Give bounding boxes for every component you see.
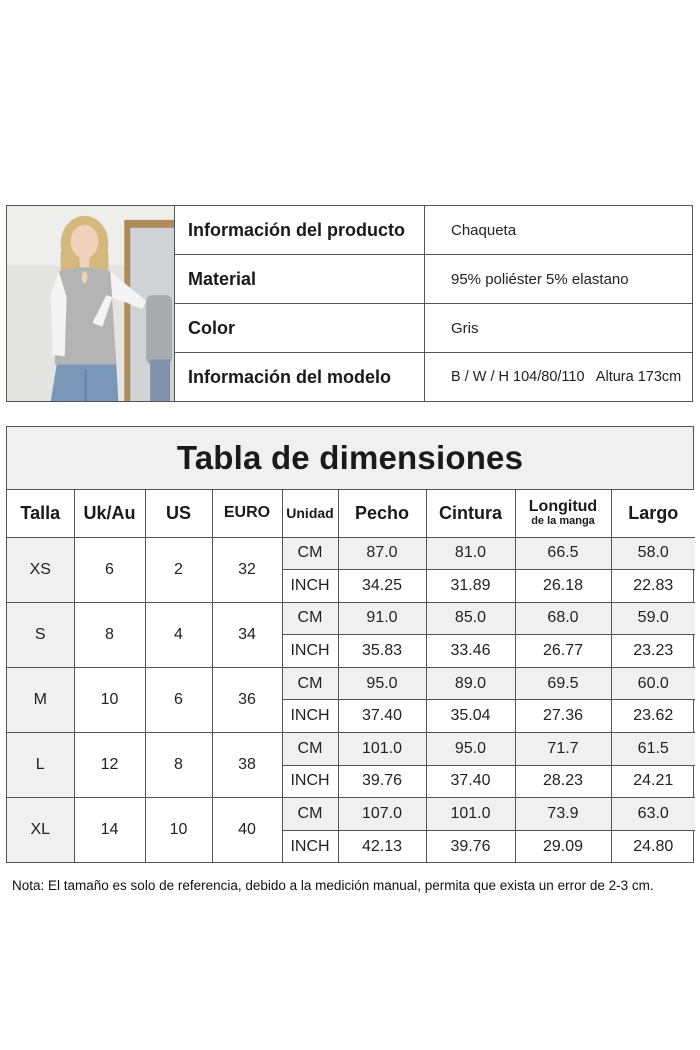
manga-value: 28.23	[515, 765, 611, 798]
cintura-value: 37.40	[426, 765, 515, 798]
manga-value: 71.7	[515, 733, 611, 766]
cintura-value: 95.0	[426, 733, 515, 766]
size-row-cm	[7, 798, 695, 831]
largo-value: 23.62	[611, 700, 695, 733]
header-euro: EURO	[212, 490, 282, 537]
header-largo: Largo	[611, 490, 695, 537]
size-euro: 36	[212, 667, 282, 732]
header-cintura: Cintura	[426, 490, 515, 537]
size-us: 8	[145, 733, 212, 798]
cintura-value: 81.0	[426, 537, 515, 570]
size-chart-body	[7, 537, 695, 863]
header-longitud-line1: Longitud	[528, 497, 598, 515]
unit-cell: CM	[282, 602, 338, 635]
largo-value: 58.0	[611, 537, 695, 570]
manga-value: 66.5	[515, 537, 611, 570]
unit-cell: INCH	[282, 700, 338, 733]
header-row	[7, 490, 695, 537]
measurement-note: Nota: El tamaño es solo de referencia, debido a la medición manual, permita que exista un error de 2-3 cm.	[12, 878, 654, 893]
info-value: Chaqueta	[451, 221, 517, 239]
pecho-value: 87.0	[338, 537, 426, 570]
size-row-cm	[7, 602, 695, 635]
header-pecho: Pecho	[338, 490, 426, 537]
largo-value: 59.0	[611, 602, 695, 635]
product-info-block	[6, 205, 693, 402]
cintura-value: 89.0	[426, 667, 515, 700]
unit-cell: CM	[282, 667, 338, 700]
model-photo	[7, 206, 175, 401]
size-euro: 40	[212, 798, 282, 863]
cintura-value: 39.76	[426, 830, 515, 863]
unit-cell: CM	[282, 798, 338, 831]
pecho-value: 95.0	[338, 667, 426, 700]
size-label: L	[7, 733, 74, 798]
manga-value: 68.0	[515, 602, 611, 635]
size-ukau: 6	[74, 537, 145, 602]
largo-value: 63.0	[611, 798, 695, 831]
size-label: XS	[7, 537, 74, 602]
header-longitud-line2: de la manga	[531, 514, 595, 527]
product-info-table	[175, 206, 692, 401]
size-us: 2	[145, 537, 212, 602]
header-unidad: Unidad	[282, 490, 338, 537]
size-row-cm	[7, 537, 695, 570]
manga-value: 26.77	[515, 635, 611, 668]
size-chart	[6, 426, 694, 863]
manga-value: 73.9	[515, 798, 611, 831]
size-us: 6	[145, 667, 212, 732]
pecho-value: 91.0	[338, 602, 426, 635]
size-ukau: 10	[74, 667, 145, 732]
cintura-value: 101.0	[426, 798, 515, 831]
size-euro: 34	[212, 602, 282, 667]
size-ukau: 14	[74, 798, 145, 863]
cintura-value: 35.04	[426, 700, 515, 733]
largo-value: 23.23	[611, 635, 695, 668]
size-row-cm	[7, 667, 695, 700]
unit-cell: INCH	[282, 830, 338, 863]
size-row-cm	[7, 733, 695, 766]
size-us: 4	[145, 602, 212, 667]
size-euro: 32	[212, 537, 282, 602]
info-row-product	[175, 206, 692, 255]
info-row-model	[175, 353, 692, 401]
unit-cell: INCH	[282, 765, 338, 798]
largo-value: 24.21	[611, 765, 695, 798]
info-row-color	[175, 304, 692, 353]
size-label: M	[7, 667, 74, 732]
manga-value: 26.18	[515, 570, 611, 603]
manga-value: 27.36	[515, 700, 611, 733]
pecho-value: 39.76	[338, 765, 426, 798]
info-row-material	[175, 255, 692, 304]
info-label: Información del modelo	[175, 353, 425, 401]
pecho-value: 101.0	[338, 733, 426, 766]
info-label: Material	[175, 255, 425, 303]
cintura-value: 85.0	[426, 602, 515, 635]
size-ukau: 12	[74, 733, 145, 798]
info-value: 95% poliéster 5% elastano	[451, 270, 629, 288]
unit-cell: INCH	[282, 635, 338, 668]
size-ukau: 8	[74, 602, 145, 667]
largo-value: 60.0	[611, 667, 695, 700]
largo-value: 61.5	[611, 733, 695, 766]
largo-value: 24.80	[611, 830, 695, 863]
manga-value: 29.09	[515, 830, 611, 863]
pecho-value: 42.13	[338, 830, 426, 863]
size-euro: 38	[212, 733, 282, 798]
size-chart-title: Tabla de dimensiones	[7, 427, 693, 490]
header-talla: Talla	[7, 490, 74, 537]
pecho-value: 37.40	[338, 700, 426, 733]
header-ukau: Uk/Au	[74, 490, 145, 537]
pecho-value: 34.25	[338, 570, 426, 603]
info-value: B / W / H 104/80/110 Altura 173cm	[451, 369, 682, 385]
pecho-value: 35.83	[338, 635, 426, 668]
size-chart-table	[7, 490, 695, 863]
header-longitud	[515, 490, 611, 537]
cintura-value: 31.89	[426, 570, 515, 603]
unit-cell: INCH	[282, 570, 338, 603]
info-label: Color	[175, 304, 425, 352]
unit-cell: CM	[282, 537, 338, 570]
header-us: US	[145, 490, 212, 537]
manga-value: 69.5	[515, 667, 611, 700]
info-label: Información del producto	[175, 206, 425, 254]
pecho-value: 107.0	[338, 798, 426, 831]
model-photo-illustration	[7, 206, 174, 401]
size-label: S	[7, 602, 74, 667]
cintura-value: 33.46	[426, 635, 515, 668]
largo-value: 22.83	[611, 570, 695, 603]
size-us: 10	[145, 798, 212, 863]
info-value: Gris	[451, 319, 479, 337]
size-label: XL	[7, 798, 74, 863]
unit-cell: CM	[282, 733, 338, 766]
